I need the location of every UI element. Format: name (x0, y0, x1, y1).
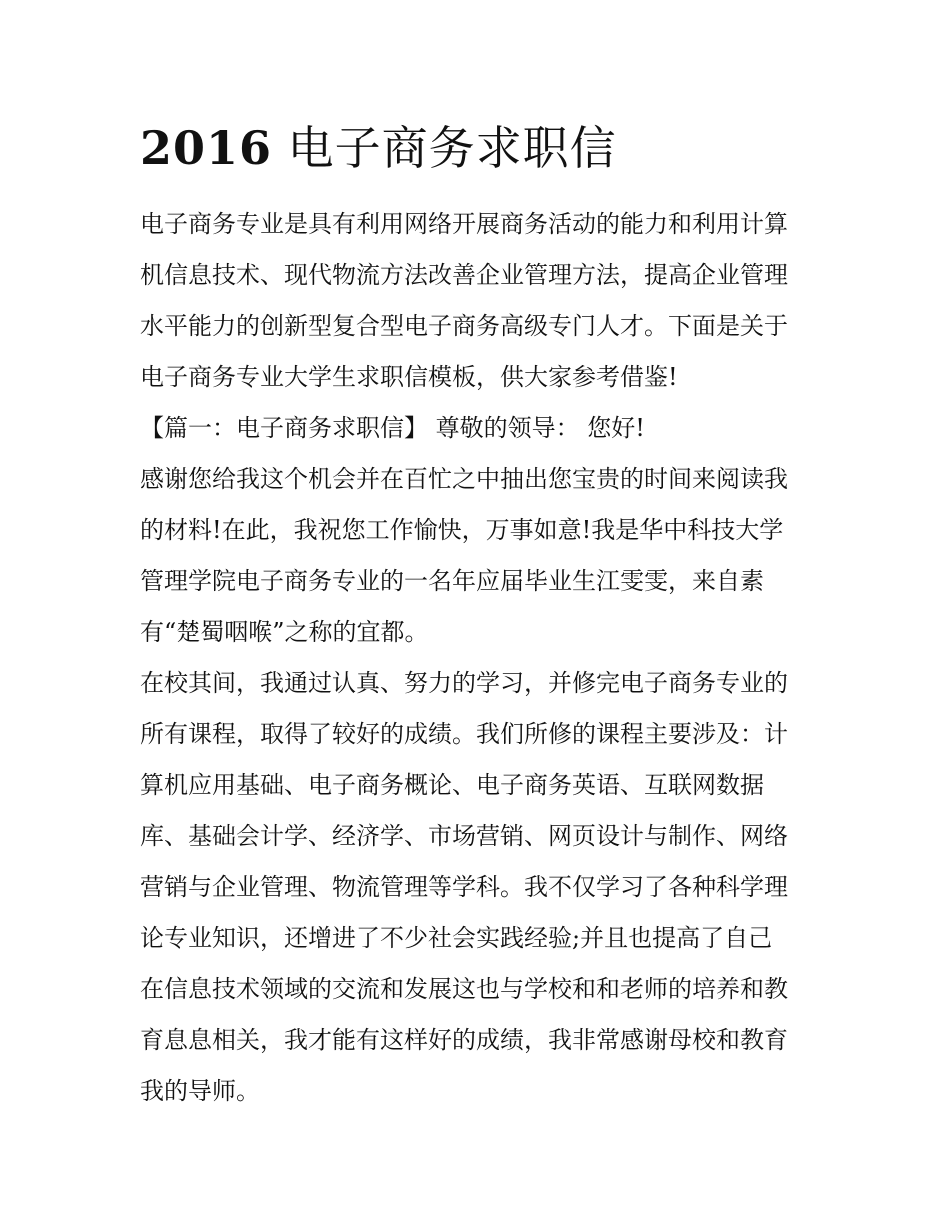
title-year: 2016 (140, 121, 273, 175)
text-line: 感谢您给我这个机会并在百忙之中抽出您宝贵的时间来阅读我 (140, 465, 788, 493)
text-line: 的材料!在此，我祝您工作愉快，万事如意!我是华中科技大学 (140, 516, 784, 544)
text-line: 我的导师。 (140, 1077, 260, 1105)
document-title (140, 118, 617, 178)
text-line: 育息息相关，我才能有这样好的成绩，我非常感谢母校和教育 (140, 1026, 788, 1054)
title-text: 电子商务求职信 (287, 121, 617, 175)
text-line: 管理学院电子商务专业的一名年应届毕业生江雯雯，来自素 (140, 567, 764, 595)
text-line: 有“楚蜀咽喉”之称的宜都。 (140, 618, 429, 646)
text-line: 水平能力的创新型复合型电子商务高级专门人才。下面是关于 (140, 312, 788, 340)
text-line: 电子商务专业是具有利用网络开展商务活动的能力和利用计算 (140, 210, 788, 238)
text-line: 论专业知识，还增进了不少社会实践经验;并且也提高了自己 (140, 924, 773, 952)
document-body (140, 199, 820, 1117)
text-line: 电子商务专业大学生求职信模板，供大家参考借鉴! (140, 363, 678, 391)
text-line: 算机应用基础、电子商务概论、电子商务英语、互联网数据 (140, 771, 764, 799)
text-line: 营销与企业管理、物流管理等学科。我不仅学习了各种科学理 (140, 873, 788, 901)
text-line: 所有课程，取得了较好的成绩。我们所修的课程主要涉及：计 (140, 720, 788, 748)
text-line: 在校其间，我通过认真、努力的学习，并修完电子商务专业的 (140, 669, 788, 697)
section-heading-line: 【篇一：电子商务求职信】 尊敬的领导： 您好! (140, 414, 645, 442)
text-line: 库、基础会计学、经济学、市场营销、网页设计与制作、网络 (140, 822, 788, 850)
text-line: 在信息技术领域的交流和发展这也与学校和和老师的培养和教 (140, 975, 788, 1003)
text-line: 机信息技术、现代物流方法改善企业管理方法，提高企业管理 (140, 261, 788, 289)
